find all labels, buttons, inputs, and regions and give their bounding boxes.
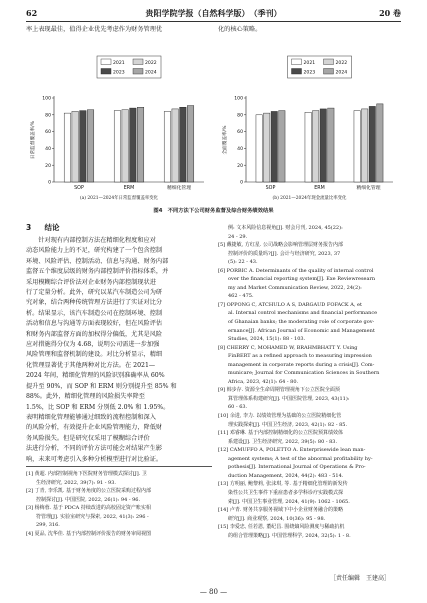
reference-line: 索[J]. 中国卫生事业管理, 2024, 41(9): 1062 - 1065. [218, 498, 350, 505]
bar [172, 109, 179, 182]
conclusion-line: 提升至 90%，而 SOP 和 ERM 则分别提升至 85% 和 [26, 382, 177, 390]
responsible-editor: ［责任编辑 王建高］ [330, 575, 391, 582]
bar [72, 111, 79, 182]
reference-line: [7] OPPONG C, ATCHULO A S, DARGAUD FOFACK A, et [218, 301, 363, 308]
references-divider [26, 466, 212, 467]
x-tick-label: ERM [314, 186, 325, 191]
conclusion-line: 风险管理和监督机制的建设。对比分析显示，精细 [26, 351, 163, 359]
reference-line: my and Market Communication Review, 2022, 24(2): [218, 284, 362, 291]
legend-swatch [292, 69, 302, 75]
x-tick-label: 精细化管理 [356, 186, 381, 191]
reference-line: 控制探讨[J]. 中国医院, 2022, 26(1): 94 - 96. [26, 496, 141, 503]
y-tick-label: 40 [237, 147, 243, 152]
reference-line: 理实践探索[J]. 中国卫生经济, 2023, 42(1): 82 - 85. [218, 421, 348, 428]
conclusion-line: 采用模糊综合评价法对企业财务内部控制现状进 [26, 278, 156, 286]
y-tick-label: 100 [42, 96, 51, 102]
references-left [26, 470, 212, 538]
legend-swatch [324, 69, 334, 75]
y-tick-label: 40 [45, 147, 51, 152]
reference-line: 462 - 475. [218, 293, 254, 300]
section-number: 3 [26, 223, 32, 232]
conclusion-line: 的风险分析，有效提升企业风险管理能力，降低财 [26, 424, 163, 432]
reference-line: 算管理体系构建研究[J]. 中国医院管理, 2023, 43(11): [218, 395, 350, 402]
reference-line: [11] 邓睿琳. 基于内部控制精细化的公立医院预算绩效体 [218, 430, 344, 437]
reference-line: 299, 316. [26, 522, 60, 529]
reference-line: al. Internal control mechanisms and financial performance [218, 310, 378, 317]
reference-line: of Ghanaian banks; the moderating role of corporate gov- [218, 319, 375, 326]
conclusion-line: 和财务内部监督方面的加权得分偏低，尤其是风险 [26, 330, 163, 338]
conclusion-line: 针对现有内部控制方法在精细化程度和应对 [26, 237, 156, 244]
reference-line: [6] PORBIC A. Determinants of the quality of internal control [218, 267, 374, 274]
y-tick-label: 80 [237, 113, 243, 119]
conclusion-text [26, 236, 212, 465]
legend-label: 2022 [145, 61, 157, 66]
bar [362, 109, 368, 182]
running-header [26, 6, 401, 20]
legend-label: 2021 [303, 61, 316, 66]
reference-line: management in corporate reports during a crisis[J]. Com- [218, 361, 375, 368]
conclusion-line: 应对措施得分仅为 4.68，说明公司需进一步加强 [26, 341, 160, 349]
legend-swatch [133, 59, 143, 65]
bar [377, 104, 383, 182]
legend-swatch [133, 69, 143, 75]
chart-a [26, 54, 212, 194]
x-tick-label: 精细化管理 [167, 186, 191, 191]
y-tick-label: 20 [45, 163, 51, 169]
bar [80, 111, 87, 182]
bar [369, 106, 375, 182]
top-text-left: 率上表现最佳，值得企业优先考虑作为财务管理优 [26, 26, 163, 33]
conclusion-line: 监督五个维度层级的财务内部控制评价指标体系，并 [26, 268, 169, 276]
reference-line: 生经济研究, 2022, 39(7): 91 - 93. [26, 479, 116, 486]
bar [264, 113, 270, 182]
references-right [218, 224, 401, 540]
chart-a-caption: (a) 2021—2024年日常监督覆盖率变化 [79, 196, 159, 201]
reference-line: 的组合管理策略[J]. 中国管理科学, 2024, 32(5): 1 - 8. [218, 532, 351, 539]
reference-line: municare; Journal for Communication Sciences in Southern [218, 370, 380, 377]
bar [354, 111, 360, 182]
bar [130, 108, 137, 182]
conclusion-line: 务风险损失。但是研究仅采用了模糊综合评价 [26, 434, 150, 442]
reference-line: [13] 方明丽, 鲍黎莉, 张沫琪, 等. 基于精细化管理的新发传 [218, 481, 348, 488]
y-axis-label: 日常监督覆盖率/% [31, 120, 36, 160]
reference-line: [1] 黄超. 内部控制视角下医院财务管理模式探讨[J]. 卫 [26, 471, 147, 477]
y-axis-label: 全面覆盖率/% [223, 125, 228, 155]
conclusion-line: 化管理显著优于其他两种对比方法。在 2021— [26, 361, 156, 369]
legend-label: 2023 [113, 70, 125, 76]
reference-line: [3] 杨梅蓉. 基于 PDCA 持续改进的高校固定资产账实相 [26, 505, 151, 512]
conclusion-line: 动态风险能力上的不足，研究构建了一个包含控制 [26, 247, 163, 255]
reference-line: 染性公共卫生事件下重症患者多学科诊疗实践模式探 [218, 489, 344, 496]
reference-line: 60 - 63. [218, 404, 248, 411]
reference-line: Studies, 2024, 15(1): 88 - 103. [218, 336, 306, 343]
legend-swatch [101, 69, 111, 75]
conclusion-line: 2024 年间，精细化管理的风险识别准确率从 60% [26, 372, 165, 380]
bar [313, 111, 319, 182]
reference-line: [10] 余进, 李力. 以绩效管理为基础的公立医院精细化管 [218, 413, 342, 420]
x-tick-label: SOP [265, 186, 276, 191]
bar [64, 113, 71, 182]
reference-line: duction Management, 2024, 44(2): 483 - 514. [218, 472, 344, 479]
header-journal-title: 贵阳学院学报（自然科学版） （季刊） [145, 8, 282, 18]
reference-line: 系建设[J]. 卫生经济研究, 2022, 39(5): 80 - 83. [218, 438, 338, 445]
reference-line: (5): 22 - 43. [218, 259, 258, 266]
conclusion-line: 88%。此外，精细化管理的风险损失率降至 [26, 393, 145, 401]
bar [180, 107, 187, 182]
reference-line: 例: 文本风险信息视角[J]. 财会月刊, 2024, 45(22): [218, 225, 343, 231]
reference-line: pothesis[J]. International Journal of Operations & Pro- [218, 464, 366, 471]
section-title: 结论 [44, 223, 60, 232]
conclusion-line: 环境、风险评估、控制活动、信息与沟通、财务内部 [26, 257, 169, 265]
bar [256, 115, 262, 182]
reference-line: [5] 戴捷敏, 方红星. 公司战略会影响管理层财务报告内部 [218, 242, 344, 249]
bar [271, 111, 277, 182]
header-volume: 20 卷 [379, 8, 401, 18]
reference-line: [8] CHERRY C, MOHAMED W, BRAHMBHATT Y. Using [218, 344, 358, 351]
reference-line: Africa, 2023, 42(1): 64 - 80. [218, 378, 299, 385]
conclusion-line: 活动和信息与沟通等方面表现较好，但在风险评估 [26, 320, 163, 328]
section-heading [26, 222, 59, 233]
legend-label: 2022 [335, 61, 348, 66]
legend-swatch [324, 59, 334, 65]
reference-line: 控制评价的质量吗?[J]. 会计与经济研究, 2023, 37 [218, 250, 341, 257]
y-tick-label: 0 [240, 180, 243, 186]
bar [320, 109, 326, 182]
reference-line: [4] 夏品, 沈华佳. 基于内部控制评价报告的财务审阅视图 [26, 530, 152, 537]
top-text-right: 化的核心策略。 [218, 26, 262, 33]
y-tick-label: 20 [237, 163, 243, 169]
y-tick-label: 60 [237, 130, 243, 136]
reference-line: agement systems; A test of the abnormal profitability hy- [218, 455, 373, 462]
conclusion-line: 法进行分析，不同的评价方法可能会对结果产生影 [26, 445, 163, 453]
conclusion-line: 1.5%，比 SOP 和 ERM 分别低 2.0% 和 1.95%。 [26, 403, 170, 411]
x-tick-label: SOP [74, 186, 84, 191]
conclusion-line: 析。结果显示，该汽车制造公司在控制环境、控制 [26, 309, 163, 317]
reference-line: 研究[J]. 商业观察, 2024, 10(36): 95 - 98. [218, 515, 326, 522]
legend-label: 2023 [303, 70, 316, 76]
legend-label: 2021 [113, 61, 125, 66]
page-number: — 80 — [199, 588, 228, 596]
reference-line: [15] 李爱忠, 任若恩, 董纪昌. 围绕熵风险测度与稀疏抗机 [218, 524, 345, 531]
reference-line: 24 - 29. [218, 233, 248, 240]
bar [87, 110, 94, 182]
reference-line: [12] CAMUFFO A, POLETTO A. Enterprisewide lean man- [218, 447, 366, 454]
x-tick-label: ERM [123, 186, 135, 191]
legend-label: 2024 [145, 70, 157, 76]
bar [187, 106, 194, 182]
bar [164, 111, 171, 182]
conclusion-line: 行了定量分析。此外，研究以某汽车制造公司为研 [26, 289, 163, 297]
bar [114, 111, 121, 182]
conclusion-line: 响，未来可考虑引入多种分析模型进行对比验证。 [26, 455, 163, 463]
reference-line: ernance[J]. African Journal of Economic and Management [218, 327, 375, 334]
bar [328, 108, 334, 182]
chart-b-caption: (b) 2021—2024年现金流量比率变化 [272, 196, 347, 201]
y-tick-label: 0 [48, 180, 51, 186]
chart-b [218, 54, 401, 194]
header-page-number: 62 [26, 8, 38, 18]
y-tick-label: 60 [45, 130, 51, 136]
conclusion-line: 究对象，结合两种传统管理方法进行了实证对比分 [26, 299, 163, 307]
legend-swatch [101, 59, 111, 65]
y-tick-label: 100 [234, 96, 243, 102]
reference-line: [14] 卢青. 财务共享服务视域下中小企业财务融合的策略 [218, 507, 344, 514]
conclusion-line: 表明精细化管理能够通过细致的流程控制和深入 [26, 413, 156, 421]
bar [305, 112, 311, 182]
reference-line: [9] 韩步存. 资源全生命周期管理视角下公立医院全面预 [218, 387, 340, 394]
reference-line: [2] 丁青, 李乐凯. 基于财务角度的公立医院采购过程内部 [26, 488, 152, 495]
figure-caption: 图4 不同方法下公司财务监督及综合财务绩效结果 [153, 208, 274, 214]
bar [122, 110, 128, 182]
reference-line: 符管理[J]. 实验室研究与探索, 2022, 41(3): 296 - [26, 513, 149, 520]
reference-line: FinBERT as a refined approach to measuring impression [218, 353, 372, 360]
legend-swatch [292, 59, 302, 65]
bar [279, 111, 285, 182]
bar [137, 107, 144, 182]
legend-label: 2024 [335, 70, 348, 76]
y-tick-label: 80 [45, 113, 51, 119]
reference-line: over the financial reporting system[J]. Exe Reviewresearn [218, 276, 376, 283]
header-rule [26, 21, 401, 22]
